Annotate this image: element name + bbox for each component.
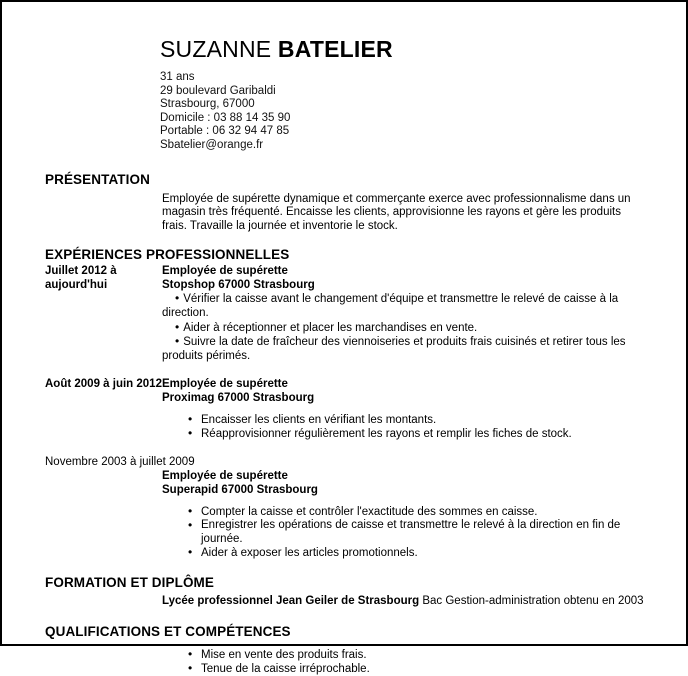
- contact-age: 31 ans: [160, 71, 195, 83]
- experience-bullets: [188, 414, 686, 442]
- list-item: • Suivre la date de fraîcheur des viennoiseries et produits frais cuisinés et retirer tous les produits périmés.: [162, 335, 686, 364]
- spacer: [2, 442, 686, 455]
- degree-name: Bac Gestion-administration obtenu en 2003: [422, 594, 644, 607]
- experience-role: Employée de supérette: [162, 264, 288, 277]
- contact-block: [160, 71, 686, 153]
- resume-content: [2, 2, 686, 675]
- presentation-section: [2, 172, 686, 234]
- experience-title: EXPÉRIENCES PROFESSIONNELLES: [45, 246, 290, 262]
- spacer: [2, 405, 686, 414]
- experience-dates: [2, 455, 686, 469]
- experience-position: [162, 377, 314, 405]
- first-name: SUZANNE: [160, 36, 272, 62]
- experience-company: Stopshop 67000 Strasbourg: [162, 278, 315, 291]
- qualifications-bullets: [188, 649, 686, 676]
- list-item: • Compter la caisse et contrôler l'exactitude des sommes en caisse.: [188, 506, 686, 520]
- experience-role: Employée de supérette: [162, 469, 288, 482]
- list-item: • Mise en vente des produits frais.: [188, 649, 686, 663]
- experience-bullets: [162, 292, 686, 364]
- contact-street: 29 boulevard Garibaldi: [160, 84, 276, 97]
- qualifications-title: QUALIFICATIONS ET COMPÉTENCES: [45, 623, 291, 639]
- list-item: • Vérifier la caisse avant le changement d'équipe et transmettre le relevé de caisse à la direction.: [162, 292, 686, 321]
- formation-title: FORMATION ET DIPLÔME: [45, 574, 214, 590]
- experience-dates: [2, 377, 162, 391]
- list-item: • Aider à réceptionner et placer les marchandises en vente.: [162, 321, 686, 336]
- experience-section: [2, 247, 686, 561]
- qualifications-section: [2, 624, 686, 676]
- contact-home-phone: Domicile : 03 88 14 35 90: [160, 111, 291, 124]
- experience-bullets: [188, 506, 686, 561]
- last-name: BATELIER: [277, 36, 393, 62]
- school-name: Lycée professionnel Jean Geiler de Strasbourg: [162, 594, 420, 607]
- experience-date-line-2: aujourd'hui: [45, 278, 108, 291]
- experience-position: [2, 469, 686, 497]
- spacer: [2, 497, 686, 506]
- presentation-text: Employée de supérette dynamique et commerçante exerce avec professionnalisme dans un magasin très fréquenté. Encaisse les clients, approvisionne les rayons et gère les produits frais. Travaille la journée et inventorie le stock.: [162, 192, 631, 233]
- contact-email: Sbatelier@orange.fr: [160, 138, 264, 151]
- list-item: • Aider à exposer les articles promotionnels.: [188, 547, 686, 561]
- list-item: • Encaisser les clients en vérifiant les montants.: [188, 414, 686, 428]
- experience-position: [162, 264, 315, 292]
- experience-item: [2, 377, 686, 442]
- experience-company: Superapid 67000 Strasbourg: [162, 483, 318, 496]
- experience-item: [2, 264, 686, 364]
- list-item: • Enregistrer les opérations de caisse et transmettre le relevé à la direction en fin de journée.: [188, 519, 686, 547]
- candidate-name: [160, 36, 686, 62]
- experience-header-row: [2, 264, 686, 292]
- contact-mobile-phone: Portable : 06 32 94 47 85: [160, 125, 290, 138]
- list-item: • Tenue de la caisse irréprochable.: [188, 663, 686, 676]
- contact-city: Strasbourg, 67000: [160, 98, 255, 111]
- experience-date-line-1: Juillet 2012 à: [45, 264, 117, 277]
- spacer: [2, 364, 686, 377]
- experience-header-row: [2, 377, 686, 405]
- experience-date-line-1: Novembre 2003 à juillet 2009: [45, 455, 195, 468]
- experience-date-line-1: Août 2009 à juin 2012: [45, 377, 162, 390]
- presentation-title: PRÉSENTATION: [45, 171, 150, 187]
- resume-header: [2, 2, 686, 153]
- experience-role: Employée de supérette: [162, 377, 288, 390]
- experience-item: [2, 455, 686, 561]
- list-item: • Réapprovisionner régulièrement les rayons et remplir les fiches de stock.: [188, 428, 686, 442]
- experience-dates: [2, 264, 162, 292]
- formation-section: [2, 575, 686, 608]
- experience-company: Proximag 67000 Strasbourg: [162, 391, 315, 404]
- formation-entry: [2, 594, 686, 608]
